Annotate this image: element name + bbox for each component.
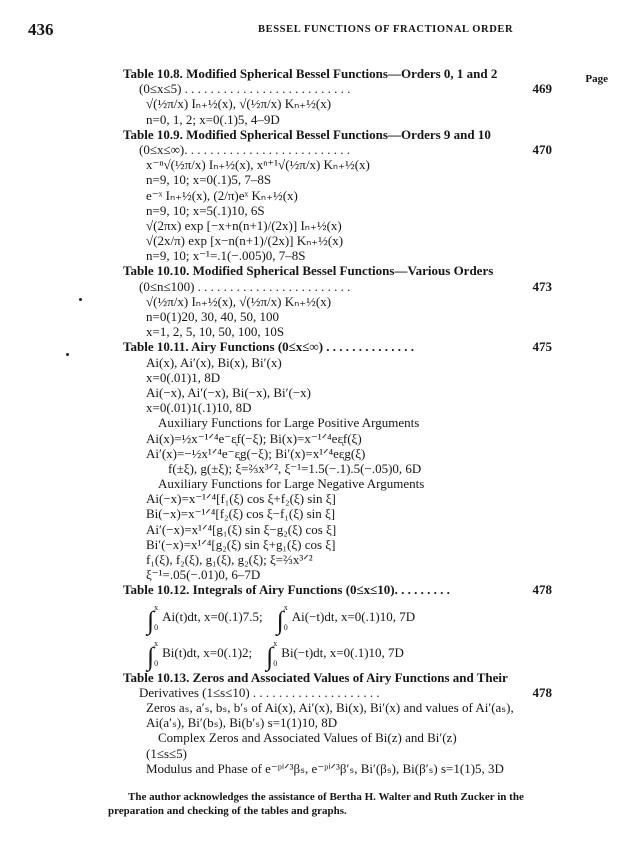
entry-line [0, 522, 638, 537]
entry-line-text: Zeros aₛ, a′ₛ, bₛ, b′ₛ of Ai(x), Ai′(x), Bi(x), Bi′(x) and values of Ai′(aₛ), [146, 699, 514, 715]
entry-line [0, 294, 638, 309]
entry-line [0, 761, 638, 776]
entry-line-text: (0≤n≤100) . . . . . . . . . . . . . . . . . . . . . . . . [139, 278, 351, 294]
entry-line-text: Auxiliary Functions for Large Positive Arguments [158, 415, 420, 431]
acknowledgment: The author acknowledges the assistance of Bertha H. Walter and Ruth Zucker in the preparation and checking of the tables and graphs. [108, 791, 524, 817]
entry-line-text: Bi′(−x)=x¹ᐟ⁴[g₂(ξ) sin ξ+g₁(ξ) cos ξ] [146, 536, 336, 552]
entry-line [0, 370, 638, 385]
page-reference: 478 [532, 684, 552, 700]
lower-limit: 0 [154, 658, 159, 668]
entry-line [0, 324, 638, 339]
table-heading [0, 263, 638, 278]
entry-line [0, 400, 638, 415]
entry-line-text: Ai(x)=½x⁻¹ᐟ⁴e⁻ᶓf(−ξ); Bi(x)=x⁻¹ᐟ⁴eᶓf(ξ) [146, 430, 362, 446]
entry-line-text: Ai(−x), Ai′(−x), Bi(−x), Bi′(−x) [146, 384, 311, 400]
entry-line [0, 730, 638, 745]
margin-dot [79, 298, 82, 301]
entry-line [0, 218, 638, 233]
upper-limit: x [154, 638, 159, 648]
page-number: 436 [28, 20, 54, 39]
entry-line-text: Modulus and Phase of e⁻ᵖⁱᐟ³βₛ, e⁻ᵖⁱᐟ³β′ₛ, Bi′(βₛ), Bi(β′ₛ) s=1(1)5, 3D [146, 760, 504, 776]
entry-line-text: f(±ξ), g(±ξ); ξ=⅔x³ᐟ², ξ⁻¹=1.5(−.1).5(−.05)0, 6D [168, 460, 422, 476]
entry-line-text: n=9, 10; x=5(.1)10, 6S [146, 202, 265, 218]
table-heading [0, 670, 638, 685]
entry-line [0, 248, 638, 263]
entry-line [0, 385, 638, 400]
lower-limit: 0 [283, 622, 288, 632]
entry-line [0, 431, 638, 446]
entry-line [0, 446, 638, 461]
entry-line-text: x⁻ⁿ√(½π/x) Iₙ₊½(x), xⁿ⁺¹√(½π/x) Kₙ₊½(x) [146, 157, 370, 173]
entry-line [0, 685, 638, 700]
entry-line-text: n=9, 10; x=0(.1)5, 7–8S [146, 172, 272, 188]
table-heading [0, 582, 638, 597]
entry-line [0, 491, 638, 506]
entry-line [0, 279, 638, 294]
integral-sign: ∫ [276, 605, 284, 635]
table-heading-text: Table 10.12. Integrals of Airy Functions (0≤x≤10). . . . . . . . . [123, 582, 450, 598]
entry-line-text: Bi(−x)=x⁻¹ᐟ⁴[f₂(ξ) cos ξ−f₁(ξ) sin ξ] [146, 506, 336, 522]
entry-line-text: n=9, 10; x⁻¹=.1(−.005)0, 7–8S [146, 248, 306, 264]
page-reference: 473 [532, 278, 552, 294]
entry-line [0, 476, 638, 491]
entry-line [0, 715, 638, 730]
entry-line [0, 537, 638, 552]
table-heading-text: Table 10.11. Airy Functions (0≤x≤∞) . . . . . . . . . . . . . . [123, 339, 415, 355]
upper-limit: x [283, 602, 288, 612]
entry-line-text: Complex Zeros and Associated Values of Bi(z) and Bi′(z) [158, 730, 457, 746]
margin-dot [66, 353, 69, 356]
table-heading [0, 66, 638, 81]
integral-text: Bi(t)dt, x=0(.1)2; [162, 644, 253, 660]
upper-limit: x [273, 638, 278, 648]
entry-line-text: f₁(ξ), f₂(ξ), g₁(ξ), g₂(ξ); ξ=⅔x³ᐟ² [146, 552, 313, 567]
table-heading [0, 127, 638, 142]
entry-line-text: Ai(−x)=x⁻¹ᐟ⁴[f₁(ξ) cos ξ+f₂(ξ) sin ξ] [146, 491, 336, 507]
entry-line [0, 309, 638, 324]
entry-line-text: √(½π/x) Iₙ₊½(x), √(½π/x) Kₙ₊½(x) [146, 96, 332, 112]
entry-line [0, 203, 638, 218]
entry-line [0, 188, 638, 203]
upper-limit: x [154, 602, 159, 612]
page-reference: 475 [532, 339, 552, 355]
entry-line-text: e⁻ˣ Iₙ₊½(x), (2/π)eˣ Kₙ₊½(x) [146, 187, 298, 203]
table-heading-text: Table 10.9. Modified Spherical Bessel Functions—Orders 9 and 10 [123, 126, 491, 142]
integral-line [0, 634, 638, 670]
entry-line [0, 233, 638, 248]
entry-line-text: Ai′(x)=−½x¹ᐟ⁴e⁻ᶓg(−ξ); Bi′(x)=x¹ᐟ⁴eᶓg(ξ) [146, 445, 366, 461]
entry-line-text: √(2x/π) exp [x−n(n+1)/(2x)] Kₙ₊½(x) [146, 233, 344, 249]
running-head: BESSEL FUNCTIONS OF FRACTIONAL ORDER [258, 24, 514, 35]
entry-line [0, 355, 638, 370]
entry-line-text: √(2πx) exp [−x+n(n+1)/(2x)] Iₙ₊½(x) [146, 217, 342, 233]
entry-line-text: Derivatives (1≤s≤10) . . . . . . . . . . . . . . . . . . . . [139, 684, 380, 700]
entry-line [0, 172, 638, 187]
page-column-label: Page [585, 73, 608, 85]
table-heading [0, 339, 638, 354]
entry-line [0, 112, 638, 127]
entry-line [0, 415, 638, 430]
integral-text: Bi(−t)dt, x=0(.1)10, 7D [281, 644, 404, 660]
table-heading-text: Table 10.8. Modified Spherical Bessel Functions—Orders 0, 1 and 2 [123, 66, 498, 81]
entry-line-text: (0≤x≤∞). . . . . . . . . . . . . . . . . . . . . . . . . . [139, 141, 350, 157]
entry-line-text: (0≤x≤5) . . . . . . . . . . . . . . . . . . . . . . . . . . [139, 81, 351, 97]
table-heading-text: Table 10.13. Zeros and Associated Values of Airy Functions and Their [123, 669, 508, 685]
entry-line-text: Ai(x), Ai′(x), Bi(x), Bi′(x) [146, 354, 282, 370]
integral-line [0, 598, 638, 634]
entry-line [0, 461, 638, 476]
entry-line-text: Auxiliary Functions for Large Negative Arguments [158, 476, 425, 492]
entry-line-text: Ai′(−x)=x¹ᐟ⁴[g₁(ξ) sin ξ−g₂(ξ) cos ξ] [146, 521, 337, 537]
page-reference: 469 [532, 81, 552, 97]
entry-line [0, 506, 638, 521]
integral-text: Ai(t)dt, x=0(.1)7.5; [162, 608, 263, 624]
lower-limit: 0 [273, 658, 278, 668]
integral-sign: ∫ [147, 605, 155, 635]
entry-line-text: n=0(1)20, 30, 40, 50, 100 [146, 309, 279, 324]
entry-line-text: ξ⁻¹=.05(−.01)0, 6–7D [146, 567, 261, 583]
entry-line-text: √(½π/x) Iₙ₊½(x), √(½π/x) Kₙ₊½(x) [146, 293, 332, 309]
integral-sign: ∫ [147, 641, 155, 671]
entry-line-text: (1≤s≤5) [146, 745, 187, 761]
entry-line [0, 81, 638, 96]
lower-limit: 0 [154, 622, 159, 632]
entry-line [0, 157, 638, 172]
entry-line [0, 700, 638, 715]
page-reference: 478 [532, 582, 552, 598]
entry-line-text: n=0, 1, 2; x=0(.1)5, 4–9D [146, 111, 280, 127]
entry-line [0, 567, 638, 582]
entry-line [0, 96, 638, 111]
entry-line-text: x=0(.01)1(.1)10, 8D [146, 400, 252, 416]
integral-sign: ∫ [266, 641, 274, 671]
entry-line [0, 746, 638, 761]
entry-line [0, 142, 638, 157]
entry-line [0, 552, 638, 567]
table-of-contents [0, 66, 638, 776]
entry-line-text: x=0(.01)1, 8D [146, 369, 221, 385]
integral-text: Ai(−t)dt, x=0(.1)10, 7D [291, 608, 416, 624]
table-heading-text: Table 10.10. Modified Spherical Bessel Functions—Various Orders [123, 263, 494, 279]
entry-line-text: x=1, 2, 5, 10, 50, 100, 10S [146, 324, 285, 340]
entry-line-text: Ai(a′ₛ), Bi′(bₛ), Bi(b′ₛ) s=1(1)10, 8D [146, 715, 338, 731]
page-reference: 470 [532, 141, 552, 157]
